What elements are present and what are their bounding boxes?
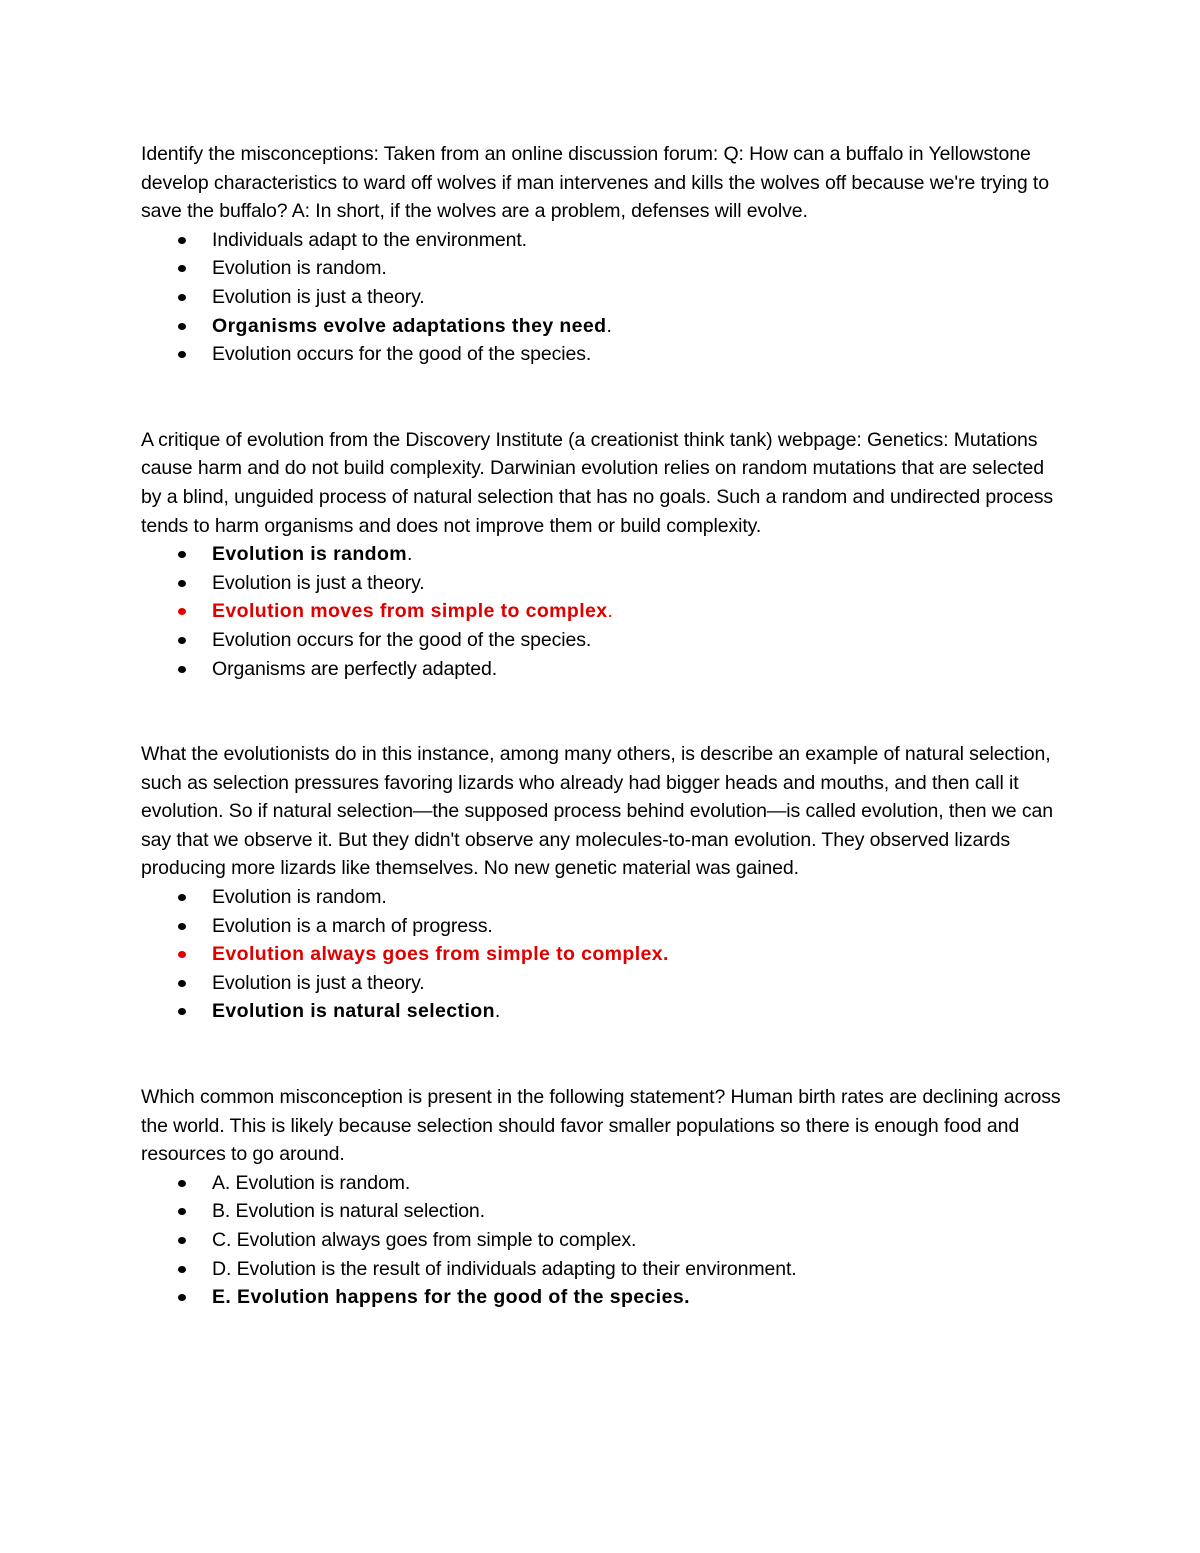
- answer-item: D. Evolution is the result of individuals adapting to their environment.: [141, 1255, 1066, 1284]
- answer-list: [141, 540, 1066, 683]
- bullet-icon: [178, 666, 186, 673]
- answer-item: Individuals adapt to the environment.: [141, 226, 1066, 255]
- bullet-icon: [178, 265, 186, 272]
- bullet-icon: [178, 1294, 186, 1301]
- question-section-4: [141, 1083, 1066, 1312]
- answer-list: [141, 1169, 1066, 1312]
- answer-item: A. Evolution is random.: [141, 1169, 1066, 1198]
- bullet-icon: [178, 608, 186, 615]
- bullet-icon: [178, 551, 186, 558]
- question-section-3: [141, 740, 1066, 1026]
- answer-list: [141, 226, 1066, 369]
- question-paragraph: A critique of evolution from the Discovery Institute (a creationist think tank) webpage: Genetics: Mutations cause harm and do not build complexity. Darwinian evolution relies on random mutations that are selected by a blind, unguided process of natural selection that has no goals. Such a random and undirected process tends to harm organisms and does not improve them or build complexity.: [141, 428, 1054, 537]
- answer-item-highlighted: Evolution always goes from simple to complex.: [141, 940, 1066, 969]
- bullet-icon: [178, 923, 186, 930]
- answer-item-selected: Organisms evolve adaptations they need.: [141, 312, 1066, 341]
- answer-item: Evolution is just a theory.: [141, 969, 1066, 998]
- answer-item: Evolution is just a theory.: [141, 569, 1066, 598]
- answer-list: [141, 883, 1066, 1026]
- question-section-1: [141, 140, 1066, 369]
- question-paragraph: Identify the misconceptions: Taken from an online discussion forum: Q: How can a buffalo in Yellowstone develop characteristics to ward off wolves if man intervenes and kills the wolves off because we're trying to save the buffalo? A: In short, if the wolves are a problem, defenses will evolve.: [141, 143, 1049, 223]
- bullet-icon: [178, 294, 186, 301]
- question-paragraph: What the evolutionists do in this instance, among many others, is describe an example of natural selection, such as selection pressures favoring lizards who already had bigger heads and mouths, and then call it evolution. So if natural selection—the supposed process behind evolution—is called evolution, then we can say that we observe it. But they didn't observe any molecules-to-man evolution. They observed lizards producing more lizards like themselves. No new genetic material was gained.: [141, 743, 1053, 880]
- bullet-icon: [178, 580, 186, 587]
- answer-item: Evolution occurs for the good of the species.: [141, 340, 1066, 369]
- bullet-icon: [178, 1180, 186, 1187]
- answer-item: B. Evolution is natural selection.: [141, 1197, 1066, 1226]
- answer-item: Evolution is just a theory.: [141, 283, 1066, 312]
- bullet-icon: [178, 951, 186, 958]
- bullet-icon: [178, 323, 186, 330]
- question-paragraph: Which common misconception is present in the following statement? Human birth rates are declining across the world. This is likely because selection should favor smaller populations so there is enough food and resources to go around.: [141, 1086, 1061, 1166]
- bullet-icon: [178, 894, 186, 901]
- bullet-icon: [178, 1208, 186, 1215]
- bullet-icon: [178, 980, 186, 987]
- answer-item-highlighted: Evolution moves from simple to complex.: [141, 597, 1066, 626]
- question-section-2: [141, 426, 1066, 683]
- answer-item-selected: Evolution is random.: [141, 540, 1066, 569]
- bullet-icon: [178, 1008, 186, 1015]
- bullet-icon: [178, 351, 186, 358]
- answer-item: Evolution occurs for the good of the species.: [141, 626, 1066, 655]
- bullet-icon: [178, 1266, 186, 1273]
- answer-item-selected: Evolution is natural selection.: [141, 997, 1066, 1026]
- bullet-icon: [178, 237, 186, 244]
- document-page: [141, 140, 1066, 1312]
- answer-item: Evolution is random.: [141, 883, 1066, 912]
- answer-item: Evolution is random.: [141, 254, 1066, 283]
- bullet-icon: [178, 637, 186, 644]
- answer-item-selected: E. Evolution happens for the good of the species.: [141, 1283, 1066, 1312]
- answer-item: Evolution is a march of progress.: [141, 912, 1066, 941]
- bullet-icon: [178, 1237, 186, 1244]
- answer-item: Organisms are perfectly adapted.: [141, 655, 1066, 684]
- answer-item: C. Evolution always goes from simple to complex.: [141, 1226, 1066, 1255]
